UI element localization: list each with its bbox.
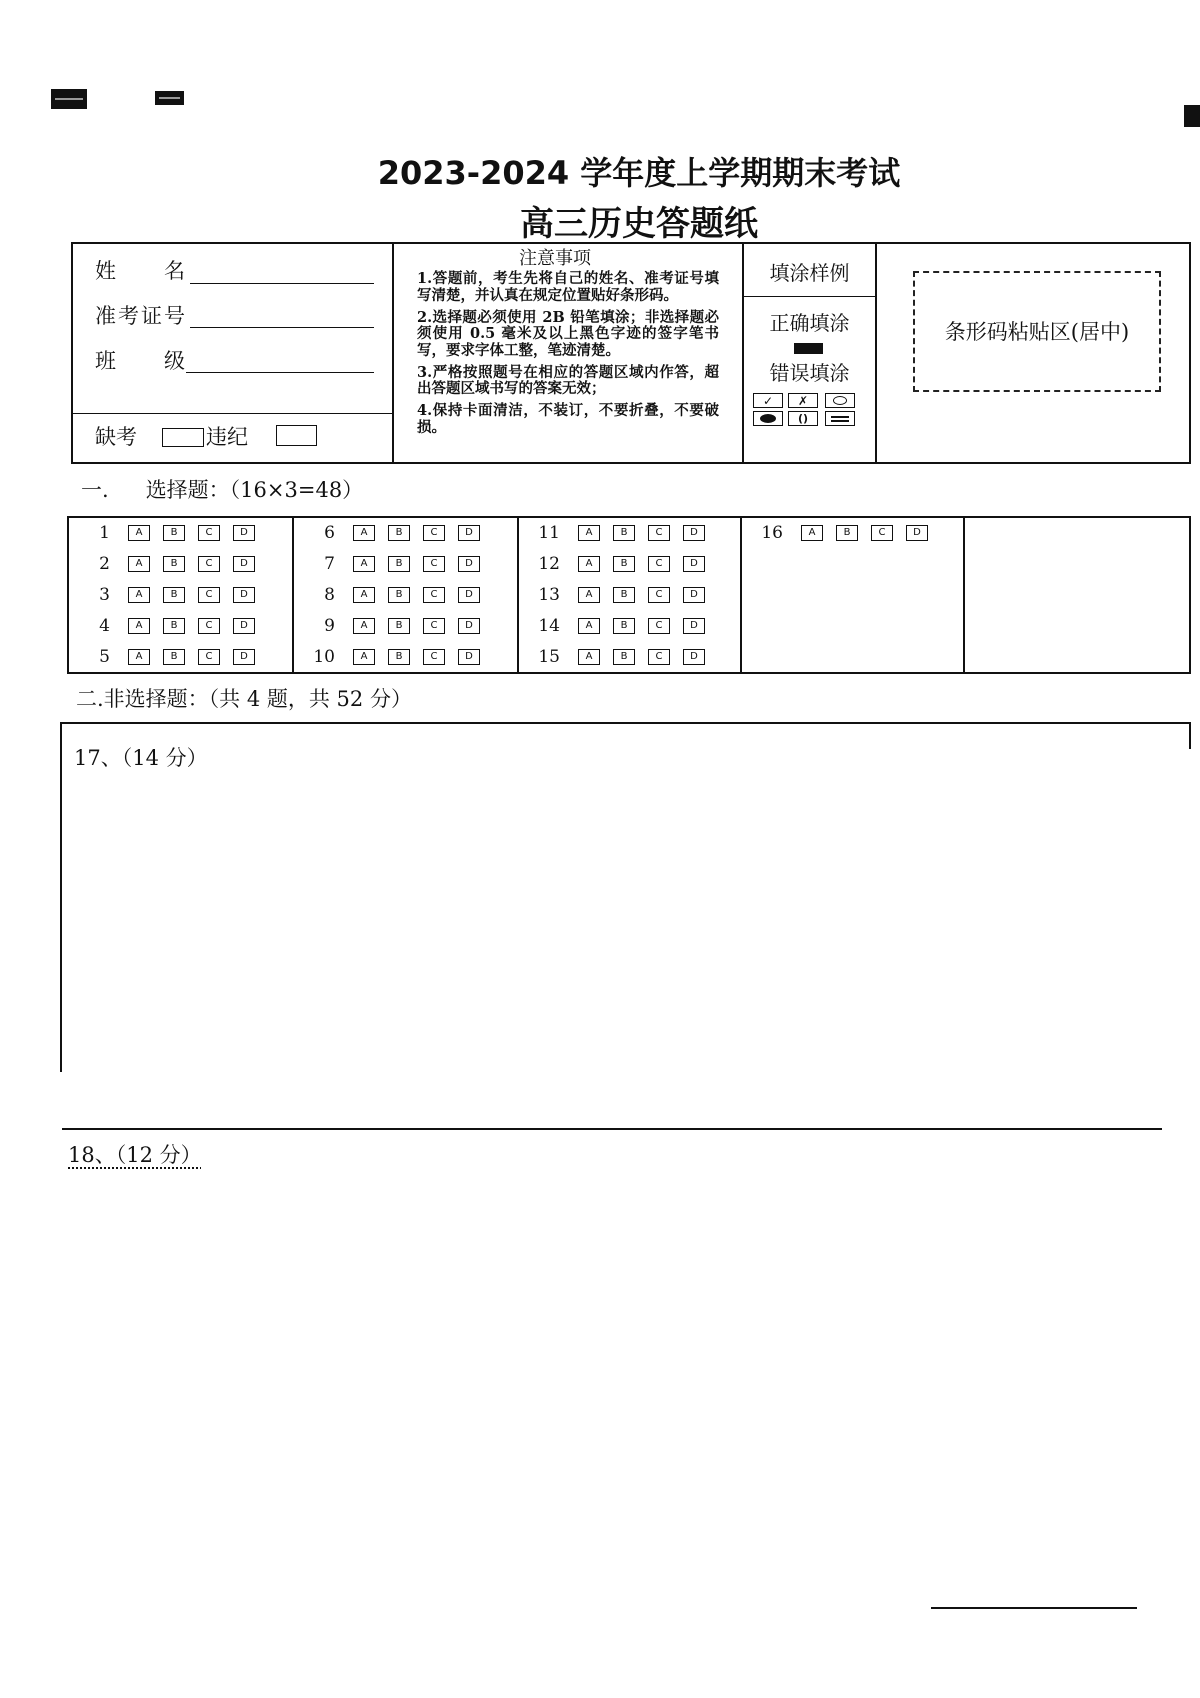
registration-mark-top-left — [51, 89, 87, 109]
option-bubble-d[interactable]: D — [683, 556, 705, 572]
question-18-label: 18、（12 分） — [68, 1143, 202, 1167]
option-bubble-c[interactable]: C — [423, 618, 445, 634]
option-bubble-a[interactable]: A — [353, 556, 375, 572]
option-bubble-b[interactable]: B — [163, 556, 185, 572]
fill-example-cell — [742, 244, 875, 462]
name-field[interactable] — [190, 283, 374, 284]
question-17-answer-area[interactable] — [60, 722, 1191, 1072]
name-label: 姓 名 — [95, 259, 185, 283]
option-bubble-b[interactable]: B — [613, 525, 635, 541]
question-number: 10 — [313, 646, 335, 667]
question-17-label: 17、（14 分） — [74, 746, 208, 770]
question-number: 3 — [99, 584, 110, 605]
written-section-heading: 二.非选择题：（共 4 题，共 52 分） — [76, 687, 412, 711]
option-bubble-d[interactable]: D — [233, 525, 255, 541]
circle-mark-icon — [825, 393, 855, 408]
choice-question-row — [519, 641, 740, 672]
option-bubble-d[interactable]: D — [233, 587, 255, 603]
notice-item: 3.严格按照题号在相应的答题区域内作答，超出答题区域书写的答案无效； — [417, 363, 719, 397]
student-info-cell — [73, 244, 392, 462]
absent-label: 缺考 — [95, 425, 137, 449]
option-bubble-c[interactable]: C — [648, 618, 670, 634]
choice-question-row — [294, 610, 517, 641]
exam-number-row — [95, 302, 185, 330]
option-bubble-b[interactable]: B — [163, 618, 185, 634]
choice-column — [740, 518, 963, 672]
choice-column — [517, 518, 740, 672]
option-bubble-a[interactable]: A — [578, 556, 600, 572]
question-number: 2 — [99, 554, 110, 575]
choice-question-row — [69, 518, 292, 549]
option-bubble-d[interactable]: D — [458, 618, 480, 634]
option-bubble-b[interactable]: B — [836, 525, 858, 541]
choice-question-row — [519, 580, 740, 611]
question-number: 9 — [324, 615, 335, 636]
option-bubble-b[interactable]: B — [163, 587, 185, 603]
class-label: 班 级 — [95, 349, 185, 373]
choice-question-row — [742, 518, 963, 549]
cross-mark-icon — [788, 393, 818, 408]
option-bubble-b[interactable]: B — [613, 649, 635, 665]
option-bubble-b[interactable]: B — [163, 525, 185, 541]
option-bubble-d[interactable]: D — [233, 649, 255, 665]
check-mark-icon — [753, 393, 783, 408]
option-bubble-d[interactable]: D — [683, 618, 705, 634]
option-bubble-d[interactable]: D — [683, 525, 705, 541]
option-bubble-b[interactable]: B — [388, 649, 410, 665]
option-bubble-b[interactable]: B — [163, 649, 185, 665]
question-number: 11 — [538, 523, 560, 544]
option-bubble-d[interactable]: D — [683, 649, 705, 665]
choice-question-row — [294, 518, 517, 549]
option-bubble-c[interactable]: C — [648, 525, 670, 541]
option-bubble-a[interactable]: A — [578, 618, 600, 634]
option-bubble-c[interactable]: C — [198, 556, 220, 572]
exam-number-label: 准考证号 — [95, 304, 185, 328]
notice-item: 2.选择题必须使用 2B 铅笔填涂；非选择题必须使用 0.5 毫米及以上黑色字迹的签字笔书写，要求字体工整，笔迹清楚。 — [417, 308, 719, 359]
option-bubble-b[interactable]: B — [388, 525, 410, 541]
option-bubble-a[interactable]: A — [128, 649, 150, 665]
question-number: 15 — [538, 646, 560, 667]
option-bubble-d[interactable]: D — [233, 618, 255, 634]
option-bubble-c[interactable]: C — [423, 556, 445, 572]
answer-box-edge — [1189, 724, 1191, 749]
choice-column — [292, 518, 517, 672]
notice-item: 4.保持卡面清洁，不装订，不要折叠，不要破损。 — [417, 402, 719, 436]
header-box — [71, 242, 1191, 464]
class-field[interactable] — [186, 372, 374, 373]
option-bubble-b[interactable]: B — [388, 618, 410, 634]
option-bubble-b[interactable]: B — [613, 618, 635, 634]
option-bubble-a[interactable]: A — [353, 649, 375, 665]
choice-question-row — [294, 641, 517, 672]
notice-list — [417, 271, 719, 442]
sheet-subtitle: 高三历史答题纸 — [520, 204, 758, 244]
choice-question-row — [69, 641, 292, 672]
option-bubble-a[interactable]: A — [578, 587, 600, 603]
option-bubble-c[interactable]: C — [648, 587, 670, 603]
option-bubble-a[interactable]: A — [353, 618, 375, 634]
option-bubble-c[interactable]: C — [648, 649, 670, 665]
option-bubble-d[interactable]: D — [458, 525, 480, 541]
registration-mark-top-left-small — [155, 91, 184, 105]
option-bubble-b[interactable]: B — [613, 556, 635, 572]
option-bubble-a[interactable]: A — [578, 525, 600, 541]
choice-section-title: 选择题：（16×3=48） — [145, 478, 364, 502]
option-bubble-d[interactable]: D — [458, 556, 480, 572]
choice-question-row — [519, 549, 740, 580]
choice-question-row — [69, 580, 292, 611]
option-bubble-c[interactable]: C — [198, 525, 220, 541]
choice-section-heading — [81, 477, 363, 503]
option-bubble-b[interactable]: B — [388, 556, 410, 572]
question-number: 12 — [538, 554, 560, 575]
barcode-label: 条形码粘贴区(居中) — [944, 319, 1130, 344]
strike-mark-icon — [825, 411, 855, 426]
question-number: 5 — [99, 646, 110, 667]
registration-mark-right — [1184, 105, 1200, 127]
question-number: 14 — [538, 615, 560, 636]
option-bubble-a[interactable]: A — [578, 649, 600, 665]
info-divider — [73, 413, 392, 414]
absent-box[interactable] — [162, 428, 204, 447]
option-bubble-c[interactable]: C — [423, 525, 445, 541]
option-bubble-a[interactable]: A — [128, 556, 150, 572]
option-bubble-c[interactable]: C — [423, 587, 445, 603]
barcode-paste-area — [913, 271, 1161, 392]
option-bubble-a[interactable]: A — [353, 587, 375, 603]
violation-label: 违纪 — [206, 425, 248, 449]
filled-rect-icon — [794, 343, 823, 354]
option-bubble-c[interactable]: C — [198, 587, 220, 603]
option-bubble-c[interactable]: C — [198, 649, 220, 665]
option-bubble-d[interactable]: D — [233, 556, 255, 572]
divider-line — [62, 1128, 1162, 1130]
option-bubble-b[interactable]: B — [388, 587, 410, 603]
notice-item: 1.答题前，考生先将自己的姓名、准考证号填写清楚，并认真在规定位置贴好条形码。 — [417, 270, 719, 304]
violation-box[interactable] — [276, 425, 317, 446]
option-bubble-d[interactable]: D — [906, 525, 928, 541]
parentheses-mark-icon — [788, 411, 818, 426]
name-row — [95, 257, 185, 285]
option-bubble-c[interactable]: C — [648, 556, 670, 572]
option-bubble-a[interactable]: A — [128, 587, 150, 603]
option-bubble-c[interactable]: C — [198, 618, 220, 634]
option-bubble-d[interactable]: D — [683, 587, 705, 603]
choice-question-row — [69, 610, 292, 641]
sheet-title: 2023-2024 学年度上学期期末考试 — [377, 154, 901, 192]
question-number: 8 — [324, 584, 335, 605]
choice-section-number: 一. — [81, 478, 109, 502]
option-bubble-a[interactable]: A — [801, 525, 823, 541]
choice-question-row — [294, 580, 517, 611]
fill-example-divider — [744, 296, 875, 297]
question-number: 4 — [99, 615, 110, 636]
option-bubble-a[interactable]: A — [128, 618, 150, 634]
choice-question-row — [294, 549, 517, 580]
fill-example-title: 填涂样例 — [769, 261, 850, 285]
barcode-cell — [875, 244, 1189, 462]
question-number: 16 — [761, 523, 783, 544]
question-number: 7 — [324, 554, 335, 575]
correct-fill-label: 正确填涂 — [769, 311, 850, 335]
filled-dot-icon — [753, 411, 783, 426]
option-bubble-c[interactable]: C — [871, 525, 893, 541]
exam-number-field[interactable] — [190, 327, 374, 328]
choice-question-row — [519, 518, 740, 549]
notice-cell — [392, 244, 742, 462]
notice-title: 注意事项 — [519, 248, 591, 269]
option-bubble-b[interactable]: B — [613, 587, 635, 603]
option-bubble-c[interactable]: C — [423, 649, 445, 665]
option-bubble-d[interactable]: D — [458, 587, 480, 603]
choice-question-row — [69, 549, 292, 580]
class-row — [95, 347, 185, 375]
choice-question-row — [519, 610, 740, 641]
option-bubble-d[interactable]: D — [458, 649, 480, 665]
option-bubble-a[interactable]: A — [128, 525, 150, 541]
choice-column — [69, 518, 292, 672]
wrong-fill-label: 错误填涂 — [769, 361, 850, 385]
question-number: 6 — [324, 523, 335, 544]
choice-column — [963, 518, 1189, 672]
choice-grid — [67, 516, 1191, 674]
question-number: 13 — [538, 584, 560, 605]
option-bubble-a[interactable]: A — [353, 525, 375, 541]
bottom-rule — [931, 1607, 1137, 1609]
question-number: 1 — [99, 523, 110, 544]
